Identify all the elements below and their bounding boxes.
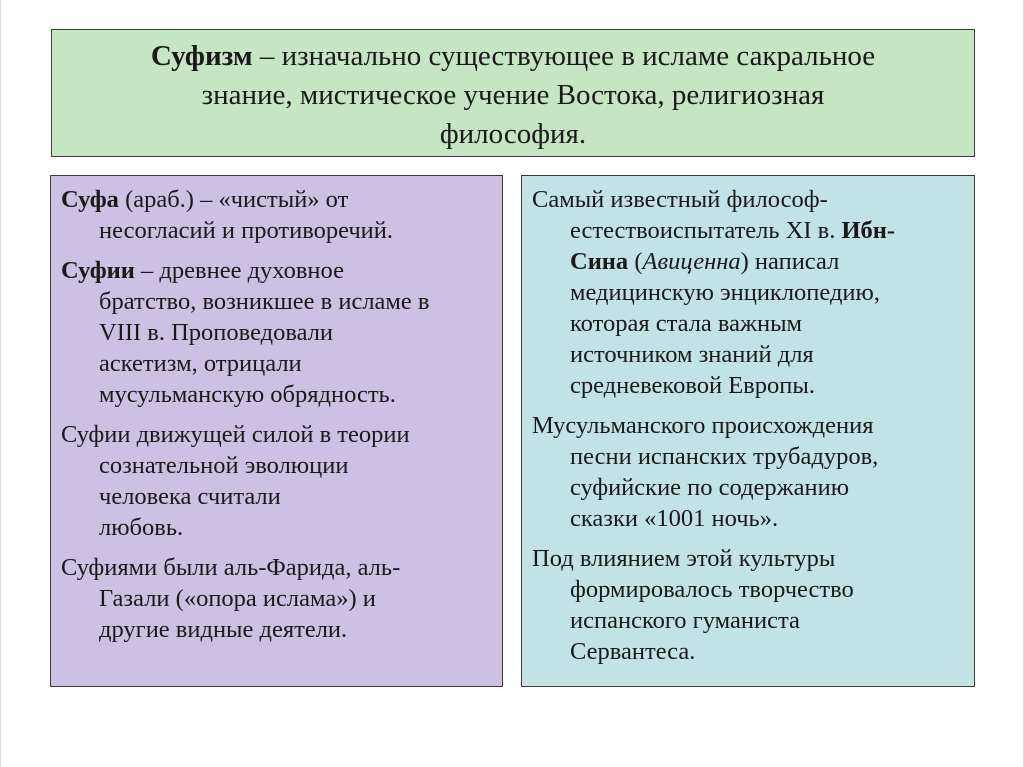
title-line-1-rest: – изначально существующее в исламе сакральное: [252, 40, 876, 72]
title-line-3: философия.: [439, 118, 587, 150]
left-panel-sufism: [50, 175, 503, 687]
paragraph-figures: Суфиями были аль-Фарида, аль- Газали («опора ислама») и другие видные деятели.: [61, 554, 401, 643]
title-line-1: [52, 37, 974, 76]
title-line-2: знание, мистическое учение Востока, религиозная: [201, 79, 825, 111]
name-ibn: Ибн-: [841, 217, 896, 244]
paragraph-troubadours: Мусульманского происхождения песни испанских трубадуров, суфийские по содержанию сказки «1001 ночь».: [532, 412, 879, 532]
paragraph-love: Суфии движущей силой в теории сознательной эволюции человека считали любовь.: [61, 421, 410, 541]
title-term: Суфизм: [150, 40, 253, 72]
paragraph-sufa: Суфа (араб.) – «чистый» от несогласий и противоречий.: [61, 186, 394, 244]
term-sufa: Суфа: [61, 186, 119, 213]
paragraph-ibn-sina: Самый известный философ- естествоиспытатель XI в. Ибн- Сина (Авиценна) написал медицинскую энциклопедию, которая стала важным источником знаний для средневековой Европы.: [532, 186, 896, 399]
name-avicenna: Авиценна: [642, 248, 741, 275]
title-definition-box: [51, 29, 975, 157]
name-sina: Сина: [570, 248, 629, 275]
paragraph-cervantes: Под влиянием этой культуры формировалось творчество испанского гуманиста Сервантеса.: [532, 545, 854, 665]
right-panel-influence: [521, 175, 975, 687]
term-sufii: Суфии: [61, 257, 135, 284]
paragraph-sufii: Суфии – древнее духовное братство, возникшее в исламе в VIII в. Проповедовали аскетизм, отрицали мусульманскую обрядность.: [61, 257, 430, 408]
